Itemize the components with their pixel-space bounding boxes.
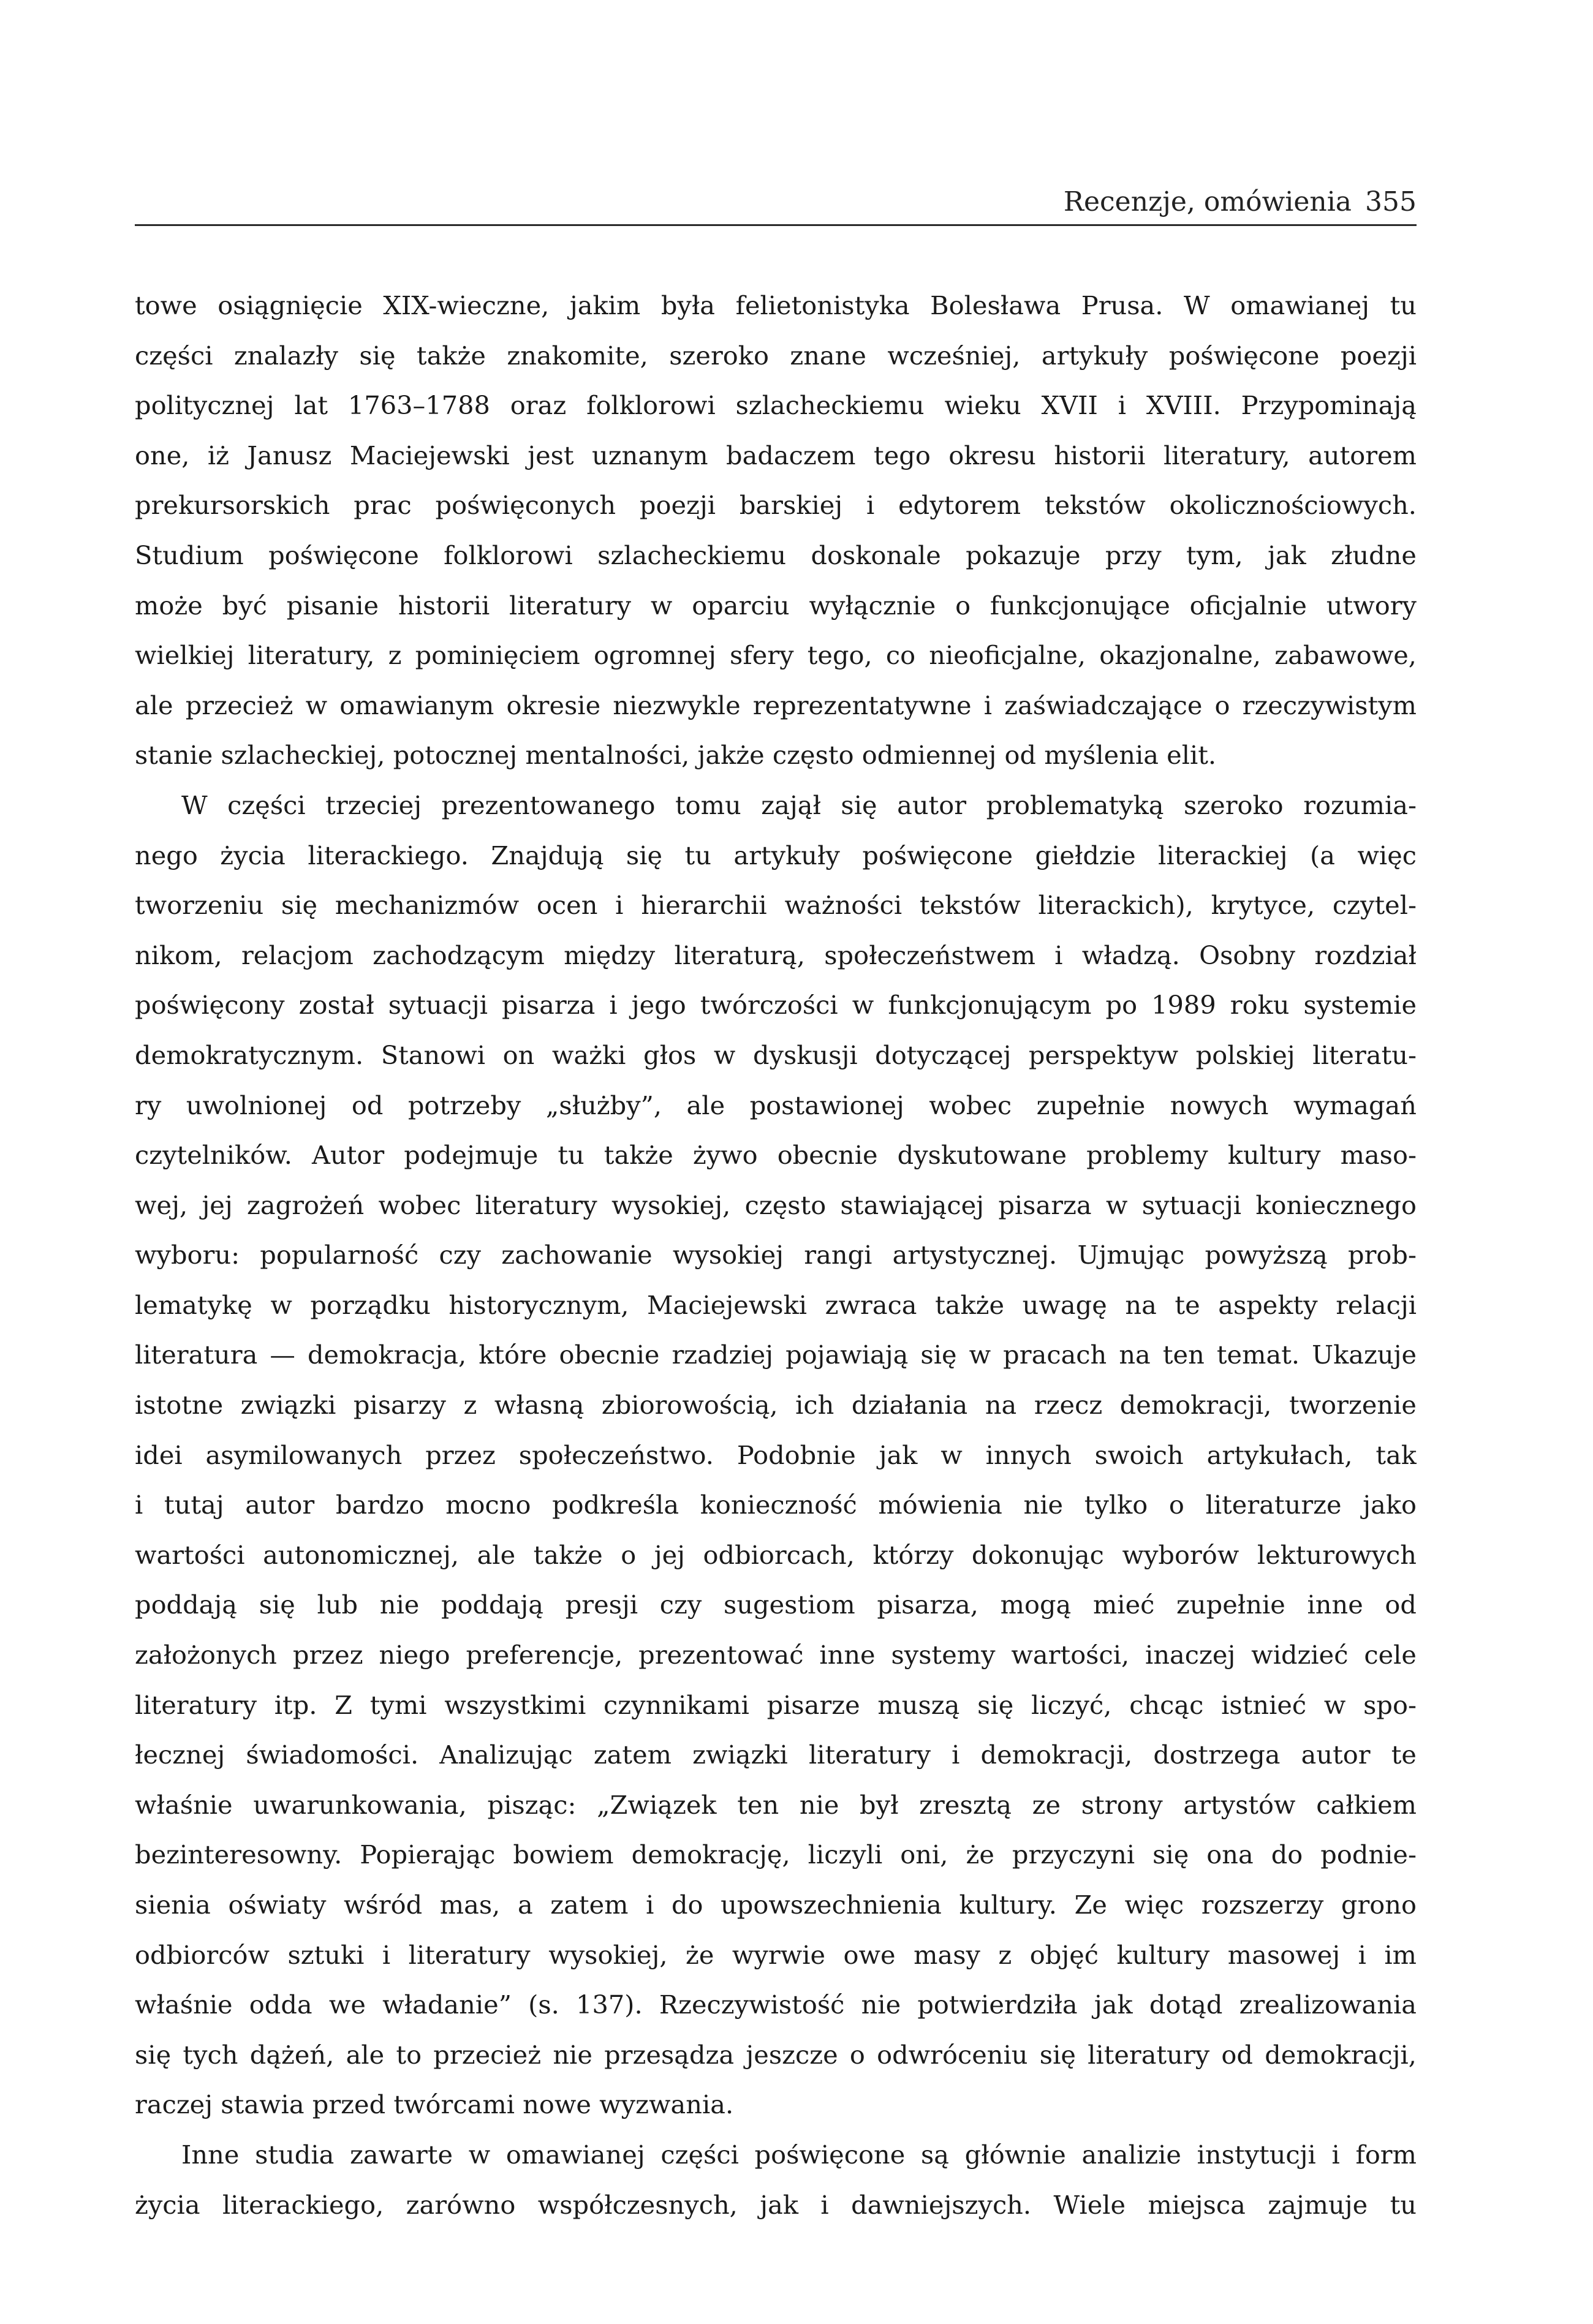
- text-line: właśnie uwarunkowania, pisząc: „Związek ten nie był zresztą ze strony artystów całkiem: [135, 1789, 1417, 1820]
- text-line: ry uwolnionej od potrzeby „służby”, ale postawionej wobec zupełnie nowych wymagań: [135, 1090, 1417, 1120]
- text-line: demokratycznym. Stanowi on ważki głos w dyskusji dotyczącej perspektyw polskiej literatu-: [135, 1039, 1417, 1070]
- text-line: towe osiągnięcie XIX-wieczne, jakim była felietonistyka Bolesława Prusa. W omawianej tu: [135, 290, 1417, 320]
- text-line: tworzeniu się mechanizmów ocen i hierarchii ważności tekstów literackich), krytyce, czytel-: [135, 890, 1417, 921]
- text-line: prekursorskich prac poświęconych poezji barskiej i edytorem tekstów okolicznościowych.: [135, 490, 1417, 521]
- text-line: lematykę w porządku historycznym, Maciejewski zwraca także uwagę na te aspekty relacji: [135, 1289, 1417, 1320]
- text-line: nego życia literackiego. Znajdują się tu artykuły poświęcone giełdzie literackiej (a więc: [135, 840, 1417, 870]
- text-line: wielkiej literatury, z pominięciem ogromnej sfery tego, co nieoficjalne, okazjonalne, zabawowe,: [135, 640, 1417, 671]
- text-line: może być pisanie historii literatury w oparciu wyłącznie o funkcjonujące oficjalnie utwory: [135, 590, 1417, 621]
- text-line: poświęcony został sytuacji pisarza i jego twórczości w funkcjonującym po 1989 roku systemie: [135, 990, 1417, 1021]
- text-line: sienia oświaty wśród mas, a zatem i do upowszechnienia kultury. Ze więc rozszerzy grono: [135, 1890, 1417, 1920]
- body-text: [135, 281, 1417, 2230]
- running-head: [135, 184, 1417, 221]
- text-line: bezinteresowny. Popierając bowiem demokrację, liczyli oni, że przyczyni się ona do podnie-: [135, 1839, 1417, 1870]
- page-number: 355: [1365, 186, 1417, 217]
- text-line: literatura — demokracja, które obecnie rzadziej pojawiają się w pracach na ten temat. Ukazuje: [135, 1340, 1417, 1370]
- text-line: czytelników. Autor podejmuje tu także żywo obecnie dyskutowane problemy kultury maso-: [135, 1140, 1417, 1171]
- text-line: stanie szlacheckiej, potocznej mentalności, jakże często odmiennej od myślenia elit.: [135, 740, 1217, 771]
- text-line: ale przecież w omawianym okresie niezwykle reprezentatywne i zaświadczające o rzeczywistym: [135, 690, 1417, 720]
- text-line: nikom, relacjom zachodzącym między literaturą, społeczeństwem i władzą. Osobny rozdział: [135, 940, 1417, 970]
- text-line: politycznej lat 1763–1788 oraz folklorowi szlacheckiemu wieku XVII i XVIII. Przypominają: [135, 390, 1417, 421]
- text-line: wartości autonomicznej, ale także o jej odbiorcach, którzy dokonując wyborów lekturowych: [135, 1539, 1417, 1570]
- text-line: wej, jej zagrożeń wobec literatury wysokiej, często stawiającej pisarza w sytuacji koniecznego: [135, 1190, 1417, 1220]
- text-line: właśnie odda we władanie” (s. 137). Rzeczywistość nie potwierdziła jak dotąd zrealizowania: [135, 1990, 1417, 2020]
- text-line: one, iż Janusz Maciejewski jest uznanym badaczem tego okresu historii literatury, autorem: [135, 440, 1417, 470]
- paragraph-start-line: Inne studia zawarte w omawianej części poświęcone są głównie analizie instytucji i form: [181, 2139, 1417, 2170]
- text-line: istotne związki pisarzy z własną zbiorowością, ich działania na rzecz demokracji, tworzenie: [135, 1390, 1417, 1420]
- text-line: założonych przez niego preferencje, prezentować inne systemy wartości, inaczej widzieć cele: [135, 1640, 1417, 1670]
- text-line: życia literackiego, zarówno współczesnych, jak i dawniejszych. Wiele miejsca zajmuje tu: [135, 2189, 1417, 2220]
- text-line: idei asymilowanych przez społeczeństwo. Podobnie jak w innych swoich artykułach, tak: [135, 1439, 1417, 1470]
- header-rule: [135, 224, 1417, 226]
- paragraph-start-line: W części trzeciej prezentowanego tomu zajął się autor problematyką szeroko rozumia-: [181, 790, 1417, 820]
- running-title: Recenzje, omówienia: [1063, 186, 1352, 217]
- text-line: raczej stawia przed twórcami nowe wyzwania.: [135, 2089, 734, 2120]
- text-line: i tutaj autor bardzo mocno podkreśla konieczność mówienia nie tylko o literaturze jako: [135, 1490, 1417, 1520]
- text-line: łecznej świadomości. Analizując zatem związki literatury i demokracji, dostrzega autor te: [135, 1740, 1417, 1770]
- text-line: odbiorców sztuki i literatury wysokiej, że wyrwie owe masy z objęć kultury masowej i im: [135, 1939, 1417, 1970]
- text-line: części znalazły się także znakomite, szeroko znane wcześniej, artykuły poświęcone poezji: [135, 340, 1417, 371]
- text-line: Studium poświęcone folklorowi szlacheckiemu doskonale pokazuje przy tym, jak złudne: [135, 540, 1417, 570]
- text-line: wyboru: popularność czy zachowanie wysokiej rangi artystycznej. Ujmując powyższą prob-: [135, 1240, 1417, 1270]
- text-line: literatury itp. Z tymi wszystkimi czynnikami pisarze muszą się liczyć, chcąc istnieć w spo-: [135, 1689, 1417, 1720]
- text-line: poddają się lub nie poddają presji czy sugestiom pisarza, mogą mieć zupełnie inne od: [135, 1590, 1417, 1620]
- text-line: się tych dążeń, ale to przecież nie przesądza jeszcze o odwróceniu się literatury od demokracji,: [135, 2039, 1417, 2070]
